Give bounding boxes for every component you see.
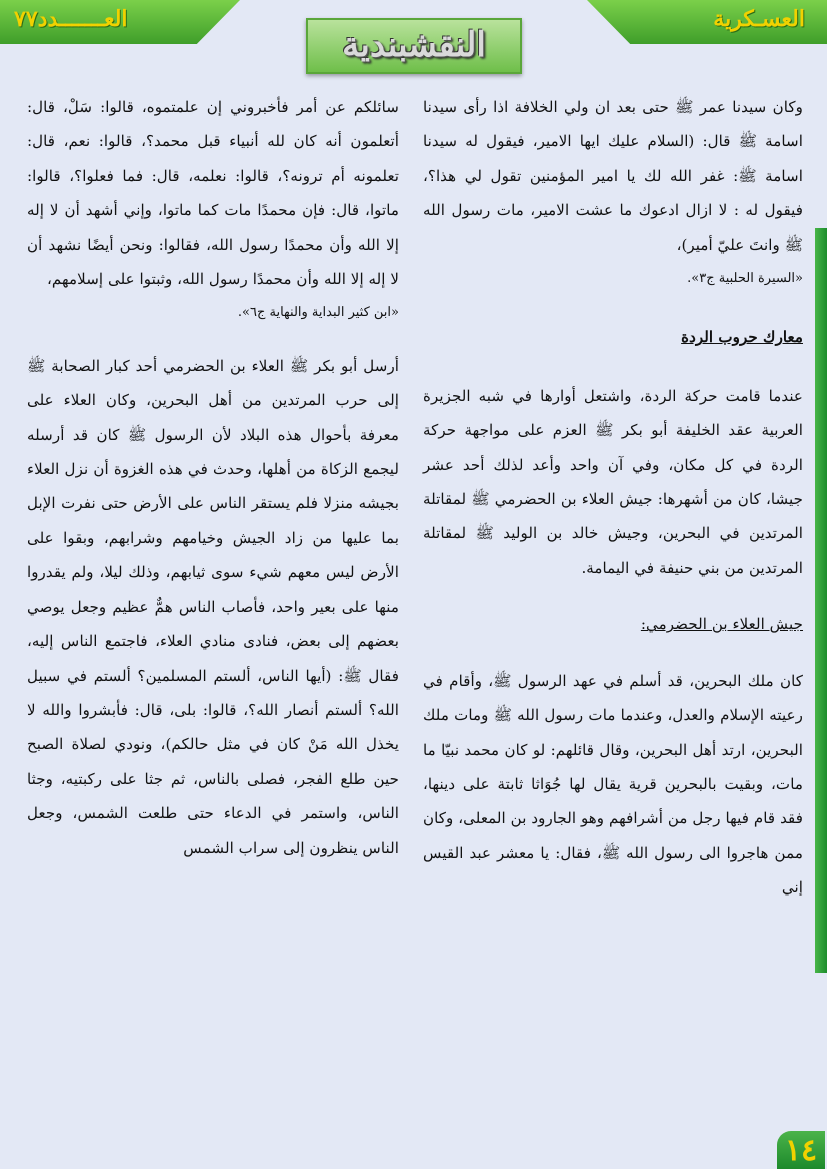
paragraph: سائلكم عن أمر فأخبروني إن علمتموه، قالوا: سَلْ، قال: أتعلمون أنه كان لله أنبياء قبل محمد؟، قالوا: نعم، قال: تعلمونه أم ترونه؟، قالوا: نعلمه، قال: فما فعلوا؟، قالوا: ماتوا، قال: فإن محمدًا مات كما ماتوا، وإني أشهد أن لا إله إلا الله وأن محمدًا رسول الله، فقالوا: ونحن أيضًا نشهد أن لا إله إلا الله وأن محمدًا رسول الله، وثبتوا على إسلامهم، [27,98,399,289]
paragraph: كان ملك البحرين، قد أسلم في عهد الرسول ﷺ، وأقام في رعيته الإسلام والعدل، وعندما مات رسول الله ﷺ ومات ملك البحرين، ارتد أهل البحرين، وقال قائلهم: لو كان محمد نبيّا ما مات، وبقيت بالبحرين قرية يقال لها جُوَاثا ثابتة على دينها، فقد قام فيها رجل من أشرافهم وهو الجارود بن المعلى، وكان ممن هاجروا الى رسول الله ﷺ، فقال: يا معشر عبد القيس إني [423,671,803,897]
paragraph: عندما قامت حركة الردة، واشتعل أوارها في شبه الجزيرة العربية عقد الخليفة أبو بكر ﷺ العزم على مواجهة حركة الردة في كل مكان، وفي آن واحد وأعد لذلك أحد عشر جيشا، كان من أشهرها: جيش العلاء بن الحضرمي ﷺ لمقاتلة المرتدين في البحرين، وجيش خالد بن الوليد ﷺ لمقاتلة المرتدين من بني حنيفة في اليمامة. [423,386,803,577]
page-number: ١٤ [777,1131,825,1169]
paragraph: وكان سيدنا عمر ﷺ حتى بعد ان ولي الخلافة اذا رأى سيدنا اسامة ﷺ قال: (السلام عليك ايها الامير، فيقول له سيدنا اسامة ﷺ: غفر الله لك يا امير المؤمنين تقول لي هذا؟، فيقول له : لا ازال ادعوك ما عشت الامير، مات رسول الله ﷺ وانتَ عليّ أمير)، [423,98,803,254]
side-accent-bar [815,228,827,973]
paragraph: أرسل أبو بكر ﷺ العلاء بن الحضرمي أحد كبار الصحابة ﷺ إلى حرب المرتدين من أهل البحرين، وكان العلاء على معرفة بأحوال هذه البلاد لأن الرسول ﷺ كان قد أرسله ليجمع الزكاة من أهلها، وحدث في هذه الغزوة أن نزل العلاء بجيشه منزلا فلم يستقر الناس على الأرض حتى نفرت الإبل بما عليها من زاد الجيش وخيامهم وشرابهم، وبقوا على الأرض ليس معهم شيء سوى ثيابهم، وذلك ليلا، ولم يقدروا منها على بعير واحد، فأصاب الناس همٌّ عظيم وجعل يوصي بعضهم إلى بعض، فنادى منادي العلاء، فاجتمع الناس إليه، فقال ﷺ: (أيها الناس، ألستم المسلمين؟ ألستم في سبيل الله؟ ألستم أنصار الله؟، قالوا: بلى، قال: فأبشروا والله لا يخذل الله مَنْ كان في مثل حالكم)، ونودي لصلاة الصبح حين طلع الفجر، فصلى بالناس، ثم جثا على ركبتيه، وجثا الناس، واستمر في الدعاء حتى طلعت الشمس، وجعل الناس ينظرون إلى سراب الشمس [27,356,399,857]
right-column [423,90,803,905]
source-citation: «السيرة الحلبية ج٣». [687,271,803,287]
source-citation: «ابن كثير البداية والنهاية ج٦». [237,305,399,321]
left-column [27,90,399,865]
issue-number: العـــــــدد٧٧ [14,6,128,32]
magazine-name: العسـكرية [713,6,805,32]
section-title: النقشبندية [342,25,486,65]
section-heading: معارك حروب الردة [681,328,803,347]
section-title-box [306,18,522,74]
subsection-heading: جيش العلاء بن الحضرمي: [640,615,803,634]
paragraph-gap [27,331,399,349]
